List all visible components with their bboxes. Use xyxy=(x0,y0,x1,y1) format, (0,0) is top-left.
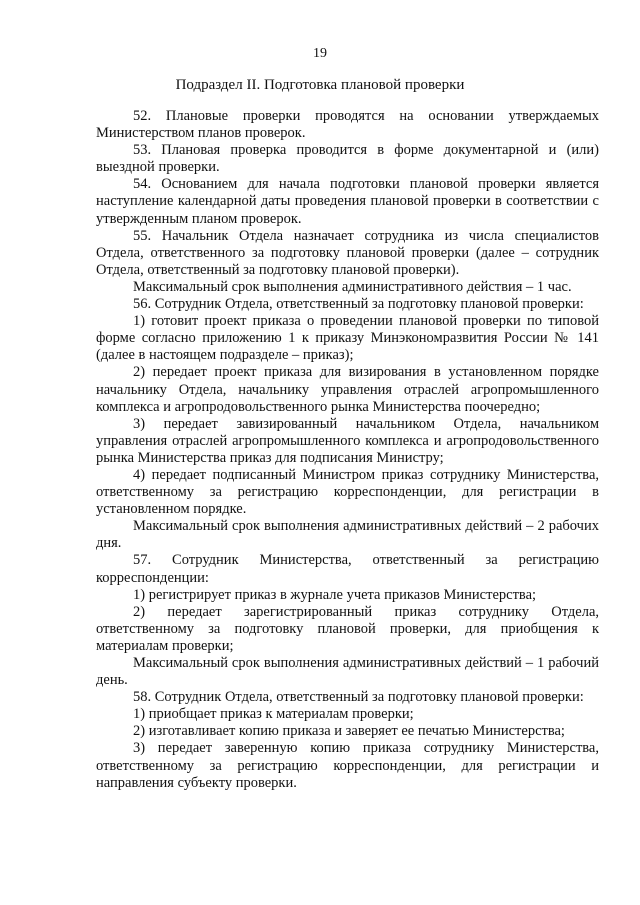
list-item: 1) регистрирует приказ в журнале учета приказов Министерства; xyxy=(133,586,537,603)
list-item: 3) передает завизированный начальником Отдела, начальником управления отраслей агропромышленного комплекса и агропродовольственного рынка Министерства приказ для подписания Министру; xyxy=(96,415,599,466)
page-number: 19 xyxy=(313,46,327,61)
list-item: 2) изготавливает копию приказа и заверяет ее печатью Министерства; xyxy=(133,723,565,740)
list-item: 1) готовит проект приказа о проведении плановой проверки по типовой форме согласно приложению 1 к приказу Минэкономразвития России № 141 (далее в настоящем подразделе – приказ); xyxy=(96,313,599,364)
paragraph-57: 57. Сотрудник Министерства, ответственный за регистрацию корреспонденции: xyxy=(96,552,599,586)
list-item: 2) передает зарегистрированный приказ сотруднику Отдела, ответственному за подготовку плановой проверки, для приобщения к материалам проверки; xyxy=(96,603,599,654)
paragraph-54: 54. Основанием для начала подготовки плановой проверки является наступление календарной даты проведения плановой проверки в соответствии с утвержденным планом проверок. xyxy=(96,176,599,227)
time-limit-paragraph: Максимальный срок выполнения административного действия – 1 час. xyxy=(133,278,572,295)
paragraph-56: 56. Сотрудник Отдела, ответственный за подготовку плановой проверки: xyxy=(133,296,584,313)
list-item: 3) передает заверенную копию приказа сотруднику Министерства, ответственному за регистрацию корреспонденции, для регистрации и направления субъекту проверки. xyxy=(96,740,599,791)
paragraph-52: 52. Плановые проверки проводятся на основании утверждаемых Министерством планов проверок. xyxy=(96,108,599,142)
time-limit-paragraph: Максимальный срок выполнения административных действий – 2 рабочих дня. xyxy=(96,518,599,552)
section-heading: Подраздел II. Подготовка плановой проверки xyxy=(175,77,465,93)
list-item: 2) передает проект приказа для визирования в установленном порядке начальнику Отдела, начальнику управления отраслей агропромышленного комплекса и агропродовольственного рынка Министерства поочередно; xyxy=(96,364,599,415)
time-limit-paragraph: Максимальный срок выполнения административных действий – 1 рабочий день. xyxy=(96,655,599,689)
list-item: 1) приобщает приказ к материалам проверки; xyxy=(133,706,414,723)
paragraph-55: 55. Начальник Отдела назначает сотрудника из числа специалистов Отдела, ответственного за подготовку плановой проверки (далее – сотрудник Отдела, ответственный за подготовку плановой проверки). xyxy=(96,227,599,278)
paragraph-58: 58. Сотрудник Отдела, ответственный за подготовку плановой проверки: xyxy=(133,689,584,706)
paragraph-53: 53. Плановая проверка проводится в форме документарной и (или) выездной проверки. xyxy=(96,142,599,176)
document-body xyxy=(96,108,599,792)
list-item: 4) передает подписанный Министром приказ сотруднику Министерства, ответственному за регистрацию корреспонденции, для регистрации в установленном порядке. xyxy=(96,466,599,518)
